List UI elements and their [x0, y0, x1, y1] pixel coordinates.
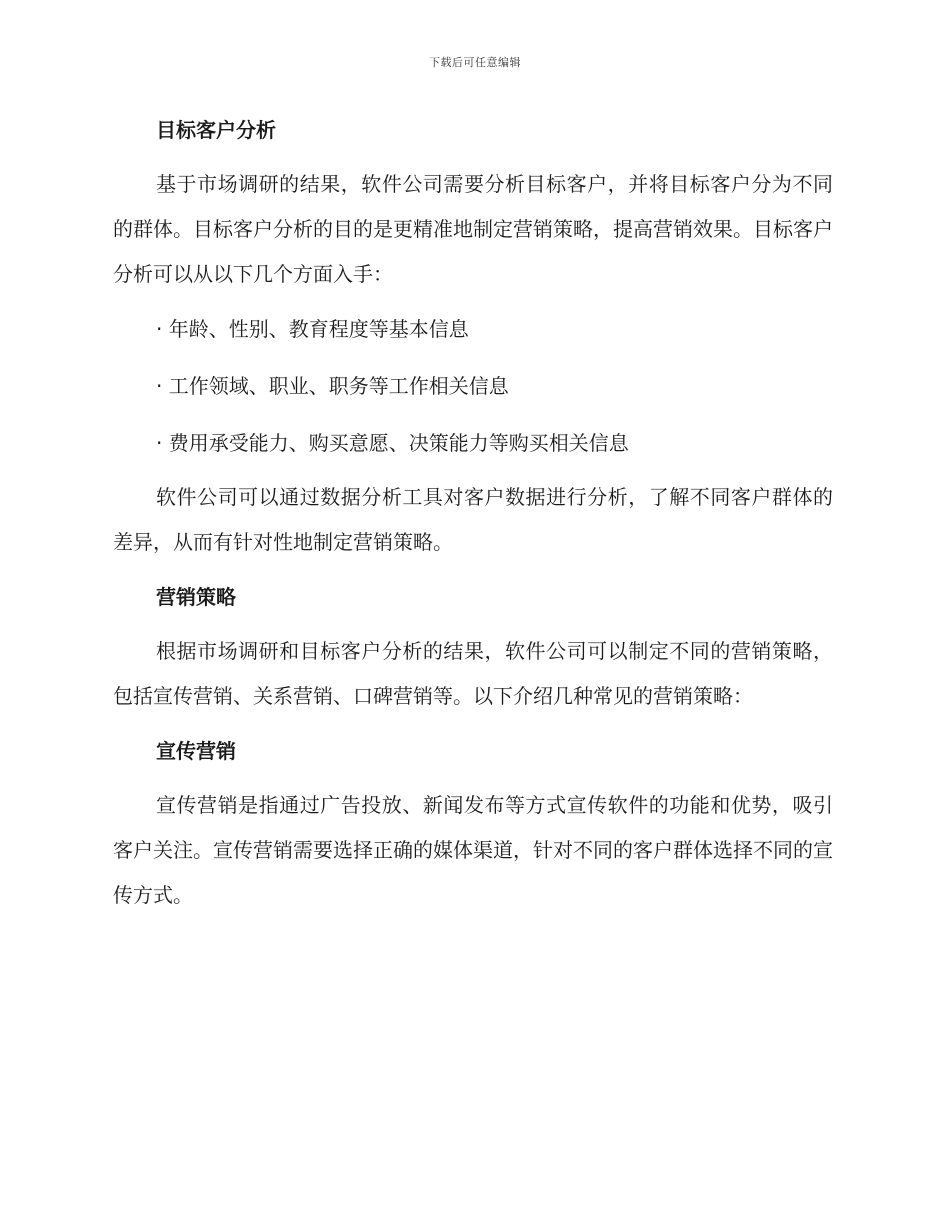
section-title-marketing-strategy: 营销策略 [156, 585, 236, 609]
section-title-target-customer: 目标客户分析 [156, 118, 276, 142]
header-note: 下载后可任意编辑 [429, 56, 521, 69]
document-body [113, 110, 833, 918]
bullet-item: · 年龄、性别、教育程度等基本信息 [156, 317, 469, 341]
paragraph-data-analysis: 软件公司可以通过数据分析工具对客户数据进行分析，了解不同客户群体的差异，从而有针对性地制定营销策略。 [113, 485, 833, 554]
bullet-item: · 工作领域、职业、职务等工作相关信息 [156, 374, 509, 398]
paragraph-promotion-marketing: 宣传营销是指通过广告投放、新闻发布等方式宣传软件的功能和优势，吸引客户关注。宣传营销需要选择正确的媒体渠道，针对不同的客户群体选择不同的宣传方式。 [113, 793, 833, 907]
paragraph-target-customer-intro: 基于市场调研的结果，软件公司需要分析目标客户，并将目标客户分为不同的群体。目标客户分析的目的是更精准地制定营销策略，提高营销效果。目标客户分析可以从以下几个方面入手： [113, 172, 833, 286]
bullet-item: · 费用承受能力、购买意愿、决策能力等购买相关信息 [156, 431, 629, 455]
section-title-promotion-marketing: 宣传营销 [156, 739, 236, 763]
paragraph-marketing-strategy: 根据市场调研和目标客户分析的结果，软件公司可以制定不同的营销策略，包括宣传营销、关系营销、口碑营销等。以下介绍几种常见的营销策略： [113, 639, 833, 708]
